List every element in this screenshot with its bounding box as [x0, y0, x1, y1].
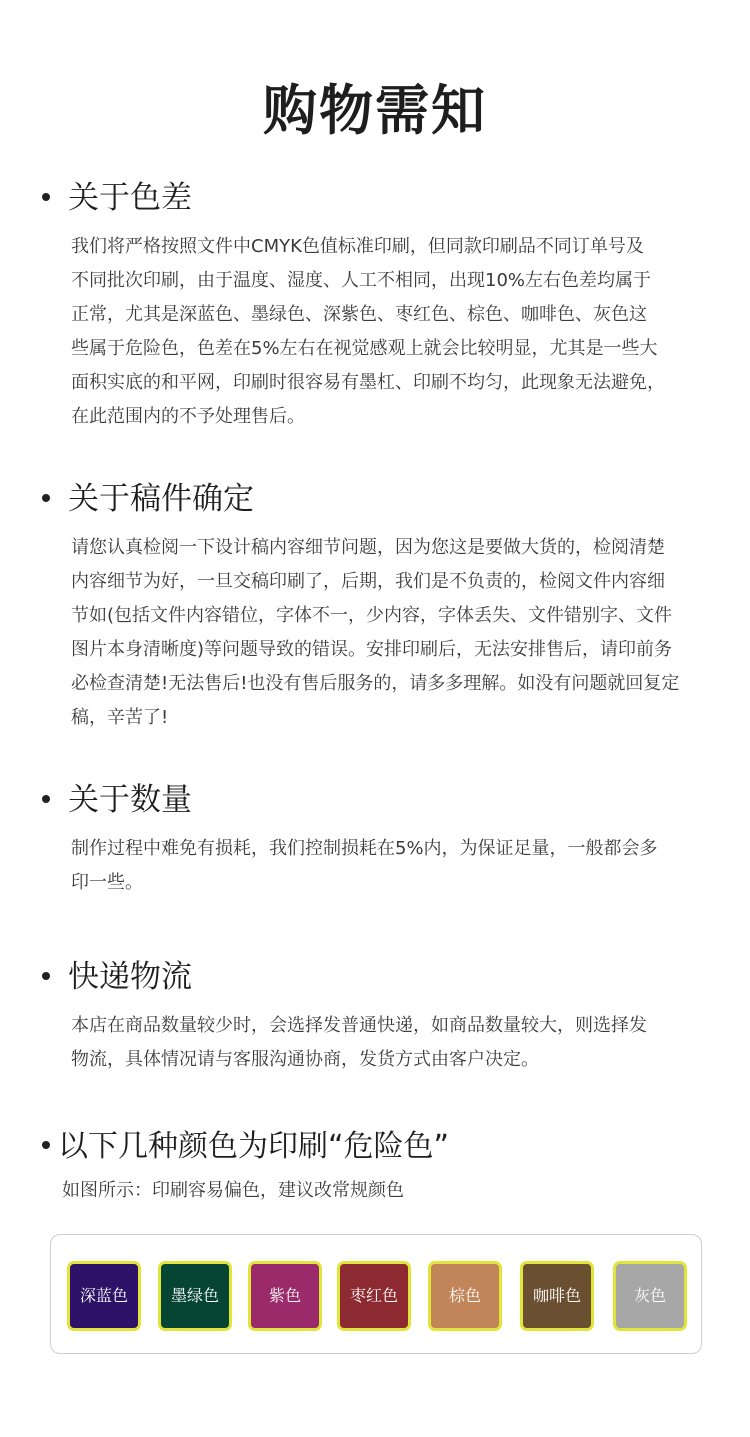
color-swatch-label: 咖啡色 [532, 1286, 581, 1305]
color-swatch [520, 1261, 594, 1331]
color-swatch [158, 1261, 232, 1331]
bullet-icon [42, 494, 50, 502]
body-line: 面积实底的和平网，印刷时很容易有墨杠、印刷不均匀，此现象无法避免， [71, 372, 665, 393]
bullet-icon [42, 795, 50, 803]
color-swatch-label: 灰色 [633, 1286, 666, 1305]
section-heading-text: 关于数量 [68, 782, 192, 818]
section-heading-text: 快递物流 [68, 959, 192, 995]
color-swatch [337, 1261, 411, 1331]
body-line: 不同批次印刷，由于温度、湿度、人工不相同，出现10%左右色差均属于 [71, 270, 652, 291]
body-line: 些属于危险色，色差在5%左右在视觉感观上就会比较明显，尤其是一些大 [71, 338, 658, 359]
color-swatch [67, 1261, 141, 1331]
body-line: 必检查清楚!无法售后!也没有售后服务的，请多多理解。如没有问题就回复定 [71, 673, 680, 694]
page-title: 购物需知 [263, 79, 487, 142]
section-heading [42, 957, 192, 997]
section-heading [42, 479, 254, 519]
body-line: 我们将严格按照文件中CMYK色值标准印刷，但同款印刷品不同订单号及 [71, 236, 644, 257]
color-swatch-label: 棕色 [448, 1286, 481, 1305]
bullet-icon [42, 972, 50, 980]
section-heading-text: 关于色差 [68, 180, 192, 216]
body-line: 物流，具体情况请与客服沟通协商，发货方式由客户决定。 [71, 1049, 539, 1070]
danger-colors-note: 如图所示：印刷容易偏色，建议改常规颜色 [62, 1180, 404, 1201]
color-swatch [613, 1261, 687, 1331]
body-line: 在此范围内的不予处理售后。 [71, 406, 305, 427]
body-line: 请您认真检阅一下设计稿内容细节问题，因为您这是要做大货的，检阅清楚 [71, 537, 665, 558]
section-body [71, 230, 721, 434]
color-swatch-label: 紫色 [268, 1286, 301, 1305]
color-swatch-panel [50, 1234, 702, 1354]
section-heading [42, 178, 192, 218]
color-swatch-label: 墨绿色 [170, 1286, 219, 1305]
bullet-icon [42, 193, 50, 201]
section-heading [42, 780, 192, 820]
section-body [71, 832, 721, 900]
section-heading-text: 关于稿件确定 [68, 481, 254, 517]
body-line: 正常，尤其是深蓝色、墨绿色、深紫色、枣红色、棕色、咖啡色、灰色这 [71, 304, 647, 325]
danger-colors-heading-text: 以下几种颜色为印刷“危险色” [58, 1129, 450, 1164]
section-body [71, 531, 721, 735]
body-line: 节如(包括文件内容错位，字体不一，少内容，字体丢失、文件错别字、文件 [71, 605, 673, 626]
color-swatch-label: 深蓝色 [79, 1286, 128, 1305]
section-body [71, 1009, 721, 1077]
color-swatch-label: 枣红色 [349, 1286, 398, 1305]
body-line: 制作过程中难免有损耗，我们控制损耗在5%内，为保证足量，一般都会多 [71, 838, 658, 859]
body-line: 本店在商品数量较少时，会选择发普通快递，如商品数量较大，则选择发 [71, 1015, 647, 1036]
color-swatch [248, 1261, 322, 1331]
body-line: 稿，辛苦了! [71, 707, 169, 728]
body-line: 图片本身清晰度)等问题导致的错误。安排印刷后，无法安排售后，请印前务 [71, 639, 673, 660]
color-swatch [428, 1261, 502, 1331]
body-line: 印一些。 [71, 872, 143, 893]
danger-colors-heading [42, 1127, 449, 1167]
body-line: 内容细节为好，一旦交稿印刷了，后期，我们是不负责的，检阅文件内容细 [71, 571, 665, 592]
bullet-icon [42, 1141, 50, 1149]
